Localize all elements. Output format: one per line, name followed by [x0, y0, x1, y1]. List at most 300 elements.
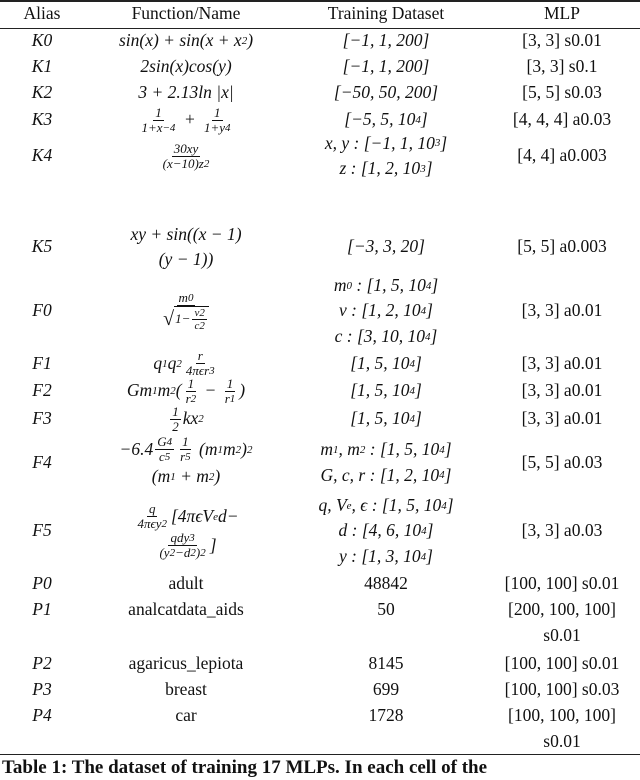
- mlp-cell: [484, 54, 640, 80]
- denominator: [157, 450, 172, 464]
- math-text: 2: [235, 443, 242, 456]
- radical-sign-icon: √: [163, 307, 175, 330]
- math-text: 4: [439, 443, 445, 456]
- math-text: car: [175, 705, 197, 725]
- mlp-line: [3, 3] s0.1: [526, 56, 598, 77]
- dataset-cell: [288, 703, 484, 755]
- math-text: 2: [199, 319, 205, 332]
- math-text: 1: [217, 443, 223, 456]
- math-text: (m: [194, 439, 218, 459]
- alias-cell: [0, 405, 84, 433]
- numerator: [172, 142, 201, 157]
- dataset-line: [325, 131, 447, 157]
- math-text: 1: [333, 443, 339, 456]
- math-text: ]: [444, 439, 452, 459]
- math-text: 2: [359, 443, 366, 456]
- alias-cell: [0, 677, 84, 703]
- table-row: [0, 54, 640, 80]
- dataset-line: [364, 571, 408, 597]
- math-text: [−5, 5, 10: [344, 109, 416, 130]
- math-text: x, y : [−1, 1, 10: [324, 132, 435, 153]
- fraction: [161, 291, 211, 332]
- math-text: kx: [182, 408, 199, 429]
- dataset-cell: [288, 272, 484, 350]
- alias-text: P4: [32, 705, 52, 725]
- math-text: 4: [409, 385, 415, 397]
- table-body: [0, 28, 640, 755]
- alias-text: P0: [32, 572, 52, 593]
- mlp-line: [100, 100] s0.03: [504, 679, 620, 700]
- dataset-line: [321, 463, 452, 489]
- math-text: −6.4: [119, 439, 154, 459]
- dataset-line: [343, 54, 430, 80]
- denominator: [192, 320, 206, 332]
- math-text: d−: [217, 505, 239, 526]
- alias-text: F3: [32, 408, 52, 429]
- math-text: 2: [200, 547, 206, 559]
- table-row: [0, 597, 640, 650]
- math-text: 1: [229, 392, 236, 405]
- header-dataset: Training Dataset: [327, 3, 445, 24]
- table-row: [0, 650, 640, 677]
- function-cell: [84, 405, 288, 433]
- function-line: [130, 222, 241, 248]
- dataset-line: [350, 351, 422, 377]
- function-line: [159, 142, 214, 171]
- dataset-line: [377, 597, 395, 623]
- math-text: : [1, 5, 10: [351, 274, 426, 295]
- function-cell: [84, 272, 288, 350]
- math-text: v: [194, 306, 200, 319]
- fraction: [157, 531, 207, 560]
- math-text: 1: [172, 403, 179, 419]
- dataset-line: [339, 544, 433, 570]
- math-text: 2: [246, 443, 253, 456]
- numerator: [196, 349, 205, 364]
- mlp-cell: [484, 222, 640, 272]
- function-cell: [84, 54, 288, 80]
- mlp-line: [100, 100] s0.01: [504, 652, 620, 673]
- function-line: [140, 54, 231, 80]
- math-text: : [1, 5, 10: [365, 439, 440, 459]
- math-text: m: [223, 439, 236, 459]
- math-text: 4: [441, 499, 447, 512]
- math-text: ]: [446, 494, 454, 515]
- math-text: −4: [162, 121, 176, 134]
- fraction: [184, 377, 199, 406]
- mlp-cell: [484, 677, 640, 703]
- dataset-cell: [288, 134, 484, 178]
- math-text: 3: [209, 365, 215, 377]
- dataset-line: [369, 703, 404, 729]
- numerator: [180, 435, 191, 450]
- math-text: m: [333, 274, 347, 295]
- function-line: [133, 502, 238, 531]
- math-text: c : [3, 10, 10: [334, 325, 426, 346]
- math-text: 4: [415, 114, 421, 126]
- denominator: [157, 546, 207, 560]
- header-mlp: MLP: [544, 3, 580, 24]
- alias-cell: [0, 134, 84, 178]
- denominator: [178, 450, 193, 464]
- math-text: r: [185, 390, 191, 406]
- table-row: [0, 405, 640, 433]
- function-line: [155, 531, 216, 560]
- numerator: [212, 106, 223, 121]
- function-cell: [84, 80, 288, 106]
- alias-text: P3: [32, 679, 52, 700]
- dataset-cell: [288, 597, 484, 650]
- function-cell: [84, 650, 288, 677]
- math-text: 8145: [368, 652, 404, 673]
- function-cell: [84, 433, 288, 492]
- dataset-cell: [288, 222, 484, 272]
- alias-text: F2: [32, 380, 52, 401]
- denominator: [170, 420, 181, 434]
- fraction: [135, 502, 169, 531]
- math-text: [1, 5, 10: [350, 380, 410, 401]
- function-line: [138, 80, 233, 106]
- dataset-line: [334, 273, 438, 299]
- math-text: ]: [444, 464, 452, 485]
- numerator: [177, 291, 196, 306]
- math-text: ): [214, 466, 221, 487]
- alias-cell: [0, 54, 84, 80]
- function-cell: [84, 350, 288, 377]
- math-text: ]: [415, 408, 422, 429]
- mlp-cell: [484, 377, 640, 405]
- table-row: [0, 703, 640, 755]
- numerator: [192, 307, 206, 320]
- table-row: [0, 677, 640, 703]
- math-text: 699: [372, 679, 400, 700]
- math-text: 4: [421, 525, 427, 537]
- math-text: analcatdata_aids: [128, 599, 244, 619]
- function-line: [175, 703, 196, 729]
- math-text: (x−10)z: [162, 155, 204, 171]
- math-text: 4: [409, 357, 415, 370]
- fraction: [161, 142, 212, 171]
- mlp-line: s0.01: [543, 624, 581, 645]
- math-text: 1: [214, 104, 221, 120]
- math-text: 2: [198, 413, 204, 425]
- dataset-line: [350, 378, 422, 404]
- fraction: [223, 377, 238, 406]
- alias-cell: [0, 377, 84, 405]
- table-row: [0, 570, 640, 597]
- math-text: 0: [346, 279, 352, 292]
- math-text: r: [180, 449, 186, 465]
- math-text: m: [320, 439, 334, 459]
- alias-text: K0: [31, 30, 53, 51]
- math-text: y : [1, 3, 10: [339, 545, 421, 566]
- math-text: ): [239, 380, 246, 401]
- math-text: [4πϵV: [171, 505, 214, 526]
- dataset-line: [350, 406, 422, 432]
- numerator: [170, 405, 181, 420]
- math-text: [−1, 1, 200]: [342, 30, 430, 51]
- mlp-cell: [484, 350, 640, 377]
- header-function: Function/Name: [131, 3, 241, 24]
- math-text: 50: [377, 599, 395, 619]
- function-line: [159, 247, 214, 273]
- dataset-cell: [288, 677, 484, 703]
- table-row: [0, 433, 640, 492]
- math-text: z : [1, 2, 10: [339, 158, 421, 178]
- table-row: [0, 80, 640, 106]
- alias-cell: [0, 106, 84, 134]
- mlp-cell: [484, 650, 640, 677]
- numerator: [155, 435, 174, 450]
- dataset-cell: [288, 433, 484, 492]
- dataset-line: [320, 437, 451, 463]
- math-text: 3: [420, 162, 426, 175]
- math-text: ): [195, 545, 201, 560]
- alias-cell: [0, 350, 84, 377]
- function-cell: [84, 134, 288, 178]
- function-line: [128, 597, 244, 623]
- function-line: [120, 435, 253, 464]
- math-text: (: [175, 380, 182, 401]
- denominator: [223, 392, 238, 406]
- dataset-cell: [288, 377, 484, 405]
- math-text: + m: [175, 466, 209, 487]
- function-cell: [84, 106, 288, 134]
- math-text: m: [178, 289, 188, 305]
- math-text: e: [346, 499, 352, 512]
- math-text: [1, 5, 10: [350, 352, 410, 373]
- function-line: [119, 28, 253, 54]
- math-text: m: [157, 380, 171, 401]
- math-text: sin(x) + sin(x + x: [118, 30, 242, 51]
- alias-cell: [0, 222, 84, 272]
- math-text: +: [179, 109, 200, 130]
- math-text: 2: [203, 157, 210, 170]
- math-text: 2: [172, 418, 179, 434]
- dataset-cell: [288, 350, 484, 377]
- function-cell: [84, 570, 288, 597]
- math-text: (m: [151, 466, 171, 487]
- alias-cell: [0, 570, 84, 597]
- function-line: [137, 106, 234, 135]
- mlp-line: [3, 3] a0.01: [521, 352, 603, 373]
- mlp-line: [4, 4, 4] a0.03: [512, 109, 612, 130]
- math-text: ]: [426, 545, 433, 566]
- math-text: 2: [161, 518, 167, 530]
- math-text: , ϵ : [1, 5, 10: [351, 494, 442, 515]
- fraction: [178, 435, 193, 464]
- math-text: ]: [415, 380, 422, 401]
- function-cell: [84, 492, 288, 570]
- math-text: 2: [190, 392, 197, 405]
- dataset-cell: [288, 492, 484, 570]
- math-text: ): [241, 439, 247, 459]
- dataset-line: [334, 80, 438, 106]
- mlp-line: [3, 3] a0.01: [521, 300, 603, 321]
- math-text: 4: [439, 469, 445, 482]
- dataset-line: [318, 493, 453, 519]
- numerator: [186, 377, 197, 392]
- alias-cell: [0, 433, 84, 492]
- math-text: d : [4, 6, 10: [338, 520, 422, 541]
- math-text: 1: [226, 375, 234, 391]
- math-text: G: [157, 434, 167, 450]
- math-text: 2: [190, 547, 196, 559]
- math-text: −d: [175, 545, 191, 560]
- math-text: 1−: [175, 311, 191, 326]
- math-text: ]: [420, 109, 428, 130]
- dataset-line: [339, 298, 433, 324]
- math-text: 4πϵy: [137, 516, 162, 531]
- alias-cell: [0, 703, 84, 755]
- fraction: [170, 405, 181, 434]
- table-row: [0, 272, 640, 350]
- math-text: agaricus_lepiota: [128, 652, 244, 673]
- alias-cell: [0, 492, 84, 570]
- denominator: [139, 121, 177, 135]
- mlp-cell: [484, 405, 640, 433]
- math-text: v : [1, 2, 10: [339, 300, 421, 321]
- math-text: Gm: [126, 380, 153, 401]
- function-line: [169, 571, 204, 597]
- table-row: [0, 377, 640, 405]
- numerator: [225, 377, 236, 392]
- dataset-line: [347, 234, 425, 260]
- math-text: 48842: [364, 572, 408, 593]
- math-text: ]: [426, 520, 434, 541]
- math-text: ]: [209, 534, 217, 555]
- math-text: e: [213, 510, 218, 523]
- mlp-cell: [484, 703, 640, 755]
- numerator: [168, 531, 196, 546]
- math-text: 1+y: [204, 119, 226, 135]
- fraction: [184, 349, 217, 378]
- function-cell: [84, 597, 288, 650]
- math-text: −: [200, 380, 221, 401]
- math-text: 2: [176, 357, 182, 370]
- function-cell: [84, 377, 288, 405]
- alias-cell: [0, 597, 84, 650]
- mlp-line: [4, 4] a0.003: [517, 145, 607, 166]
- math-text: 4: [409, 413, 415, 425]
- mlp-line: [3, 3] a0.01: [521, 380, 603, 401]
- mlp-line: [3, 3] s0.01: [522, 30, 602, 51]
- alias-text: F1: [32, 352, 52, 373]
- math-text: q, V: [318, 494, 347, 515]
- math-text: 1: [152, 385, 158, 397]
- mlp-cell: [484, 570, 640, 597]
- mlp-line: [100, 100] s0.01: [504, 572, 620, 593]
- mlp-cell: [484, 597, 640, 650]
- dataset-line: [343, 28, 430, 54]
- denominator: [135, 517, 169, 531]
- mlp-line: [5, 5] a0.003: [517, 236, 607, 257]
- math-text: G, c, r : [1, 2, 10: [320, 464, 440, 485]
- math-text: adult: [168, 572, 204, 593]
- table-caption: Table 1: The dataset of training 17 MLPs. In each cell of the: [2, 757, 488, 778]
- math-text: 1: [182, 434, 189, 450]
- denominator: [202, 121, 233, 135]
- mlp-cell: [484, 492, 640, 570]
- math-text: 2: [170, 385, 176, 397]
- alias-text: K3: [31, 109, 53, 130]
- math-text: 2: [208, 471, 215, 483]
- fraction: [192, 307, 206, 332]
- math-text: q: [167, 352, 177, 373]
- mlp-line: [5, 5] a0.03: [521, 451, 603, 472]
- mlp-line: [3, 3] a0.03: [521, 520, 603, 541]
- math-text: ]: [415, 352, 422, 373]
- function-line: [153, 349, 218, 378]
- math-text: 5: [164, 451, 171, 464]
- denominator: [184, 392, 199, 406]
- dataset-cell: [288, 570, 484, 597]
- mlp-line: s0.01: [543, 730, 581, 751]
- alias-cell: [0, 28, 84, 54]
- table-row: [0, 492, 640, 570]
- math-text: 1+x: [141, 119, 163, 135]
- math-text: ]: [425, 158, 433, 178]
- numerator: [147, 502, 158, 517]
- math-text: breast: [165, 679, 207, 700]
- table-header: [0, 0, 640, 28]
- mlp-cell: [484, 80, 640, 106]
- table-row: [0, 106, 640, 134]
- mlp-cell: [484, 28, 640, 54]
- math-text: [−50, 50, 200]: [333, 82, 439, 103]
- mlp-cell: [484, 272, 640, 350]
- alias-text: K4: [31, 145, 53, 166]
- function-line: [168, 405, 204, 434]
- dataset-cell: [288, 405, 484, 433]
- math-text: 3 + 2.13ln |x|: [138, 82, 234, 103]
- math-text: 30xy: [173, 140, 199, 156]
- math-text: ): [247, 30, 254, 51]
- math-text: 1: [162, 357, 168, 370]
- mlp-cell: [484, 106, 640, 134]
- function-line: [129, 651, 244, 677]
- function-line: [152, 464, 221, 490]
- math-text: r: [197, 348, 203, 363]
- function-cell: [84, 703, 288, 755]
- header-alias: Alias: [23, 3, 61, 24]
- alias-text: F5: [32, 520, 52, 541]
- math-text: q: [153, 352, 163, 373]
- math-text: 1: [187, 375, 195, 391]
- dataset-cell: [288, 28, 484, 54]
- mlp-line: [3, 3] a0.01: [521, 408, 603, 429]
- math-text: 1728: [368, 705, 404, 725]
- math-text: ]: [440, 132, 448, 153]
- function-line: [159, 291, 213, 332]
- math-text: c: [194, 319, 200, 332]
- math-text: [−1, 1, 200]: [342, 56, 430, 77]
- math-text: , m: [338, 439, 360, 459]
- dataset-line: [369, 651, 404, 677]
- alias-text: F4: [32, 451, 52, 472]
- math-text: 2: [169, 547, 176, 559]
- function-line: [165, 677, 207, 703]
- math-text: 4πϵr: [185, 363, 210, 378]
- math-text: 0: [187, 291, 194, 304]
- denominator: [161, 306, 211, 332]
- math-text: [−3, 3, 20]: [347, 236, 425, 257]
- math-text: [1, 5, 10: [350, 408, 410, 429]
- math-text: (y: [159, 545, 170, 560]
- math-text: xy + sin((x − 1): [130, 223, 242, 244]
- dataset-cell: [288, 650, 484, 677]
- dataset-line: [344, 107, 427, 133]
